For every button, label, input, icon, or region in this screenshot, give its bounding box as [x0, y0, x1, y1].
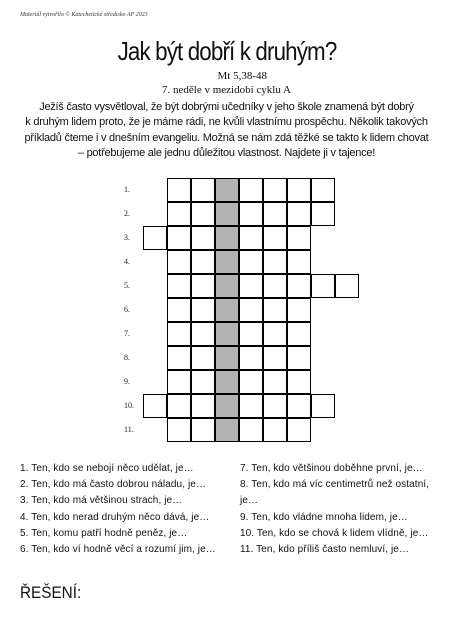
crossword-key-cell[interactable]: [215, 202, 239, 226]
crossword-cell[interactable]: [263, 202, 287, 226]
crossword-cell[interactable]: [239, 394, 263, 418]
crossword-cell[interactable]: [335, 274, 359, 298]
crossword-key-cell[interactable]: [215, 226, 239, 250]
crossword-cell[interactable]: [263, 274, 287, 298]
clues-left-column: [20, 461, 216, 558]
crossword-cell[interactable]: [191, 202, 215, 226]
crossword-cell[interactable]: [167, 250, 191, 274]
intro-line: k druhým lidem proto, že je máme rádi, ne kvůli vlastnímu prospěchu. Několik takových: [25, 116, 428, 129]
crossword-cell[interactable]: [311, 178, 335, 202]
clue-item: 8. Ten, kdo má víc centimetrů než ostatní,: [240, 479, 430, 491]
crossword-cell[interactable]: [239, 346, 263, 370]
crossword-key-cell[interactable]: [215, 394, 239, 418]
crossword-key-cell[interactable]: [215, 250, 239, 274]
row-number: 1.: [124, 185, 130, 194]
page-title: Jak být dobří k druhým?: [117, 36, 337, 66]
crossword-cell[interactable]: [239, 202, 263, 226]
crossword-key-cell[interactable]: [215, 322, 239, 346]
crossword-cell[interactable]: [167, 178, 191, 202]
crossword-cell[interactable]: [191, 370, 215, 394]
crossword-cell[interactable]: [239, 226, 263, 250]
row-number: 4.: [124, 257, 130, 266]
crossword-cell[interactable]: [143, 226, 167, 250]
crossword-cell[interactable]: [287, 178, 311, 202]
crossword-cell[interactable]: [263, 178, 287, 202]
crossword-cell[interactable]: [239, 298, 263, 322]
crossword-cell[interactable]: [239, 250, 263, 274]
crossword-cell[interactable]: [167, 418, 191, 442]
crossword-cell[interactable]: [287, 394, 311, 418]
row-number: 7.: [124, 329, 130, 338]
crossword-cell[interactable]: [167, 298, 191, 322]
clues-right-column: [240, 461, 429, 558]
crossword-cell[interactable]: [263, 322, 287, 346]
intro-line: Ježíš často vysvětloval, že být dobrými učedníky v jeho škole znamená být dobrý: [39, 101, 414, 113]
crossword-cell[interactable]: [167, 226, 191, 250]
crossword-cell[interactable]: [287, 370, 311, 394]
clue-item: 3. Ten, kdo má většinou strach, je…: [20, 495, 183, 507]
clue-item: 4. Ten, kdo nerad druhým něco dává, je…: [20, 511, 210, 523]
row-number: 11.: [124, 425, 134, 434]
crossword-cell[interactable]: [191, 322, 215, 346]
row-number: 10.: [124, 401, 134, 410]
row-number: 3.: [124, 233, 130, 242]
crossword-cell[interactable]: [239, 322, 263, 346]
crossword-cell[interactable]: [263, 298, 287, 322]
solution-label: ŘEŠENÍ:: [20, 583, 82, 602]
crossword-key-cell[interactable]: [215, 370, 239, 394]
clue-item: 5. Ten, komu patří hodně peněz, je…: [20, 527, 188, 539]
crossword-cell[interactable]: [239, 274, 263, 298]
crossword-cell[interactable]: [239, 178, 263, 202]
crossword-cell[interactable]: [263, 418, 287, 442]
crossword-cell[interactable]: [263, 250, 287, 274]
clue-item: je…: [240, 495, 259, 507]
crossword-key-cell[interactable]: [215, 346, 239, 370]
intro-text: [14, 100, 439, 161]
row-number: 8.: [124, 353, 130, 362]
crossword-cell[interactable]: [167, 370, 191, 394]
intro-line: – potřebujeme ale jednu důležitou vlastnost. Najdete ji v tajence!: [77, 146, 376, 159]
clue-item: 9. Ten, kdo vládne mnoha lidem, je…: [240, 511, 408, 523]
crossword-cell[interactable]: [287, 298, 311, 322]
crossword-cell[interactable]: [287, 202, 311, 226]
clue-item: 1. Ten, kdo se nebojí něco udělat, je…: [20, 463, 194, 474]
intro-line: příkladů čteme i v dnešním evangeliu. Možná se nám zdá těžké se takto k lidem chovat: [24, 131, 429, 144]
credit-line: Materiál vytvořilo © Katechetické středisko AP 2023: [20, 12, 148, 18]
crossword-cell[interactable]: [191, 394, 215, 418]
crossword-cell[interactable]: [287, 250, 311, 274]
bible-reference: Mt 5,38-48: [217, 70, 267, 82]
crossword-cell[interactable]: [191, 226, 215, 250]
clue-item: 7. Ten, kdo většinou doběhne první, je…: [240, 463, 423, 474]
crossword-key-cell[interactable]: [215, 418, 239, 442]
crossword-cell[interactable]: [287, 418, 311, 442]
crossword-cell[interactable]: [167, 202, 191, 226]
row-number: 5.: [124, 281, 130, 290]
crossword-cell[interactable]: [191, 418, 215, 442]
clue-item: 11. Ten, kdo příliš často nemluví, je…: [240, 544, 410, 556]
crossword-cell[interactable]: [287, 346, 311, 370]
crossword-cell[interactable]: [311, 394, 335, 418]
crossword-cell[interactable]: [191, 298, 215, 322]
crossword-cell[interactable]: [263, 370, 287, 394]
crossword-cell[interactable]: [191, 250, 215, 274]
crossword-cell[interactable]: [167, 394, 191, 418]
crossword-cell[interactable]: [167, 274, 191, 298]
crossword-cell[interactable]: [311, 274, 335, 298]
crossword-cell[interactable]: [263, 394, 287, 418]
row-number: 9.: [124, 377, 130, 386]
crossword-cell[interactable]: [143, 394, 167, 418]
crossword-cell[interactable]: [287, 322, 311, 346]
crossword-key-cell[interactable]: [215, 178, 239, 202]
crossword-cell[interactable]: [191, 346, 215, 370]
liturgical-sunday: 7. neděle v mezidobí cyklu A: [162, 84, 291, 96]
crossword-cell[interactable]: [263, 346, 287, 370]
clue-item: 2. Ten, kdo má často dobrou náladu, je…: [20, 479, 207, 491]
clue-item: 6. Ten, kdo ví hodně věcí a rozumí jim, je…: [20, 544, 216, 556]
crossword-cell[interactable]: [191, 274, 215, 298]
crossword-cell[interactable]: [311, 202, 335, 226]
crossword-cell[interactable]: [287, 226, 311, 250]
crossword-cell[interactable]: [239, 418, 263, 442]
row-number: 6.: [124, 305, 130, 314]
crossword-cell[interactable]: [239, 370, 263, 394]
crossword-cell[interactable]: [191, 178, 215, 202]
crossword-key-cell[interactable]: [215, 274, 239, 298]
crossword-key-cell[interactable]: [215, 298, 239, 322]
crossword-cell[interactable]: [167, 346, 191, 370]
clue-item: 10. Ten, kdo se chová k lidem vlídně, je…: [240, 527, 429, 539]
crossword-cell[interactable]: [167, 322, 191, 346]
crossword-cell[interactable]: [263, 226, 287, 250]
crossword-cell[interactable]: [287, 274, 311, 298]
row-number: 2.: [124, 209, 130, 218]
